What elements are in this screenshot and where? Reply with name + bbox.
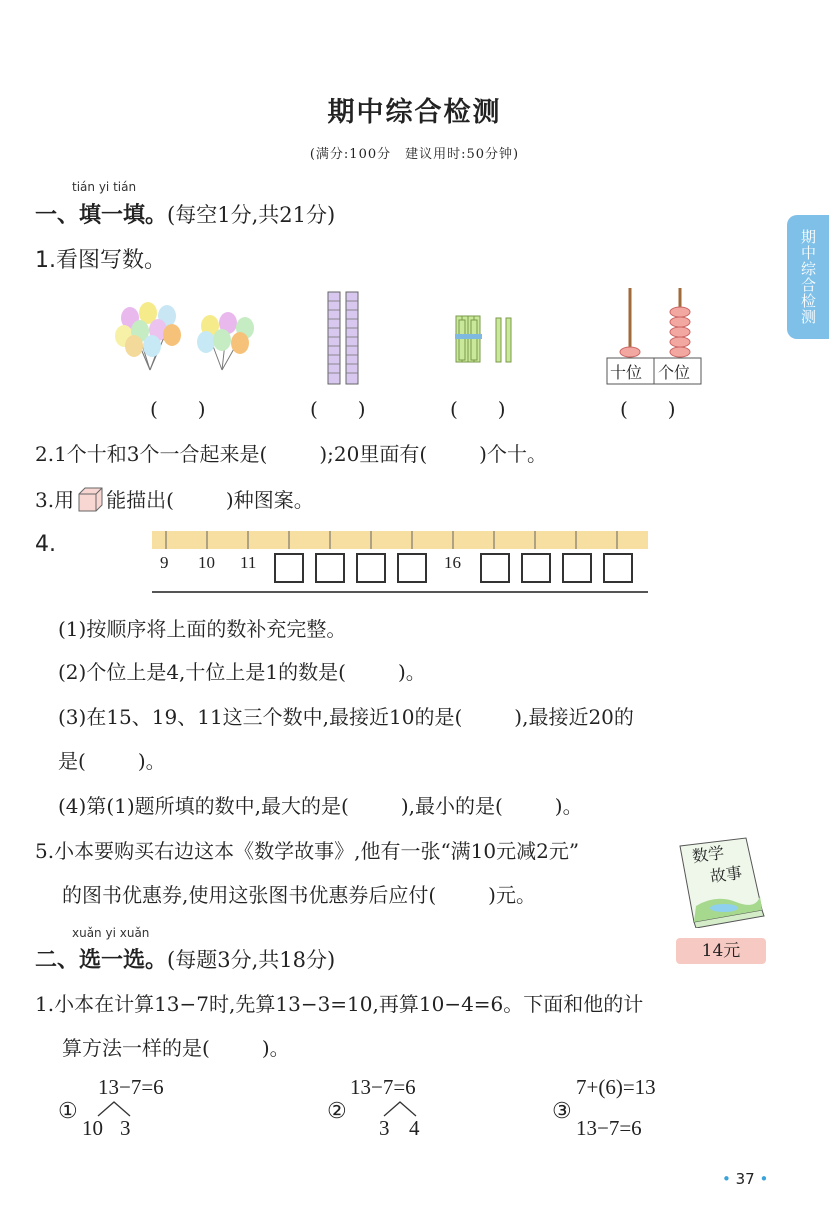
abacus-tens-label: 十位 [610,363,643,382]
ruler-number-9: 9 [160,553,169,572]
ruler-box-1[interactable] [274,553,304,583]
q1-blank-2[interactable]: ( ) [310,397,366,421]
ruler-box-3[interactable] [356,553,386,583]
q5-line1: 5.小本要购买右边这本《数学故事》,他有一张“满10元减2元” [35,839,580,863]
ruler-box-2[interactable] [315,553,345,583]
q1-blank-4[interactable]: ( ) [620,397,676,421]
ruler-box-6[interactable] [521,553,551,583]
page-title: 期中综合检测 [327,97,502,128]
section1-pinyin: tián yi tián [72,180,137,194]
ruler-box-8[interactable] [603,553,633,583]
q2-text-2: );20里面有( [319,442,428,466]
ruler-box-5[interactable] [480,553,510,583]
q4-sub4-text-1: (4)第(1)题所填的数中,最大的是( [58,794,349,818]
page-subtitle: (满分:100分 建议用时:50分钟) [309,147,520,162]
s2q1-text-1: 算方法一样的是( [62,1036,210,1060]
q4-sub2-text-1: (2)个位上是4,十位上是1的数是( [58,660,346,684]
sticks-picture [452,312,524,364]
q3 [35,484,314,513]
section2-pinyin: xuǎn yi xuǎn [72,926,150,940]
q4-sub4-text-2: ),最小的是( [400,794,503,818]
option-1-equation: 13−7=6 [98,1075,164,1099]
option-3-equation-1: 7+(6)=13 [576,1075,656,1099]
book-title-line2: 故事 [708,862,744,887]
section1-title: 一、填一填。 [35,203,168,228]
ruler-number-16: 16 [444,553,461,572]
q2-text-3: )个十。 [479,442,547,466]
s2q1-line1: 1.小本在计算13−7时,先算13−3=10,再算10−4=6。下面和他的计 [35,992,644,1016]
option-1-split-right: 3 [120,1116,131,1140]
page-dot-left: • [722,1170,731,1188]
ruler-scale [152,529,648,549]
q3-text-2: 能描出( [106,488,174,512]
q5-text-2: )元。 [488,883,536,907]
option-1-mark[interactable]: ① [58,1098,78,1123]
q1-blank-3[interactable]: ( ) [450,397,506,421]
option-3-mark[interactable]: ③ [552,1098,572,1123]
q4-sub1: (1)按顺序将上面的数补充完整。 [58,617,347,641]
option-3-equation-2: 13−7=6 [576,1116,642,1140]
q1-blank-1[interactable]: ( ) [150,397,206,421]
ruler-box-7[interactable] [562,553,592,583]
q2 [35,438,547,467]
option-1-split-left: 10 [82,1116,103,1140]
page-number [722,1170,768,1188]
page-dot-right: • [759,1170,769,1188]
q3-text-1: 3.用 [35,488,75,512]
q2-text-1: 2.1个十和3个一合起来是( [35,442,268,466]
balloon-bunch-small [197,312,254,370]
q4-sub3-text-4: )。 [137,749,166,773]
q4-text: 4. [35,532,56,557]
q5-line2 [62,879,536,908]
abacus-ones-label: 个位 [658,363,691,382]
q4-sub4-text-3: )。 [554,794,583,818]
option-2-mark[interactable]: ② [327,1098,347,1123]
section2-heading [35,943,335,974]
section1-note: (每空1分,共21分) [167,203,336,227]
option-2-split-right: 4 [409,1116,420,1140]
q4-sub3-cont [58,745,166,774]
option-2-split-left: 3 [379,1116,390,1140]
s2q1-line2 [62,1032,290,1061]
q1-label [35,243,166,274]
cube-icon [76,486,104,512]
q4-sub2-text-2: )。 [397,660,426,684]
option-2-equation: 13−7=6 [350,1075,416,1099]
q4-sub3-text-2: ),最接近20的 [514,705,634,729]
q4-sub3-text-1: (3)在15、19、11这三个数中,最接近10的是( [58,705,463,729]
q1-text: 1.看图写数。 [35,248,166,273]
book-price: 14元 [676,938,766,964]
ruler-box-4[interactable] [397,553,427,583]
page-number-text: 37 [735,1170,755,1188]
q4-label [35,532,56,557]
q4-sub3-text-3: 是( [58,749,86,773]
book-title-line1: 数学 [690,842,726,867]
balloons-picture [110,298,260,376]
section2-note: (每题3分,共18分) [167,948,336,972]
section2-title: 二、选一选。 [35,948,168,973]
balloon-bunch-large [115,302,181,370]
ten-rods-picture [322,288,367,386]
ruler-number-11: 11 [240,553,257,572]
section1-heading [35,198,335,229]
q4-sub2 [58,656,426,685]
s2q1-text-2: )。 [261,1036,290,1060]
q4-sub4 [58,790,583,819]
q3-text-3: )种图案。 [225,488,314,512]
ruler-number-10: 10 [198,553,215,572]
q4-sub3 [58,701,634,730]
number-ruler [152,529,648,593]
side-tab[interactable]: 期中综合检测 [787,215,829,339]
q5-text-1: 的图书优惠券,使用这张图书优惠券后应付( [62,883,437,907]
